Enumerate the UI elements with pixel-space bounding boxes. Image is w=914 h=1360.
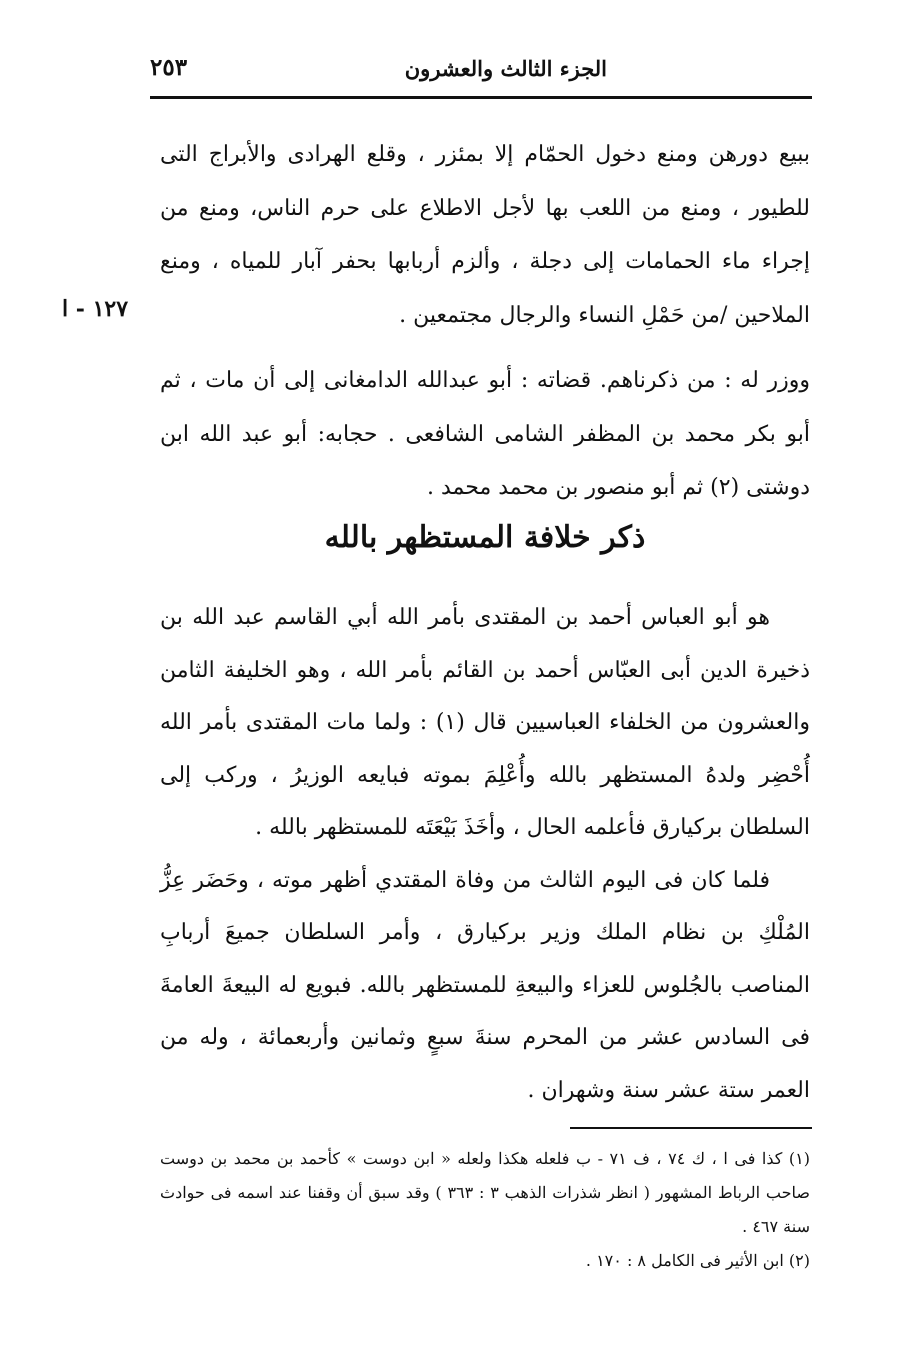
footnote: (٢) ابن الأثير فى الكامل ٨ : ١٧٠ . — [585, 1251, 810, 1270]
body-text — [160, 128, 810, 515]
section-heading: ذكر خلافة المستظهر بالله — [324, 520, 646, 555]
body-paragraph: ببيع دورهن ومنع دخول الحمّام إلا بمئزر ، وقلع الهرادى والأبراج التى للطيور ، ومنع من اللعب بها لأجل الاطلاع على حرم الناس، ومنع من إجراء ماء الحمامات إلى دجلة ، وألزم أربابها بحفر آبار للمياه ، ومنع الملاحين /من حَمْلِ النساء والرجال مجتمعين . — [160, 142, 810, 328]
running-title: الجزء الثالث والعشرون — [404, 56, 607, 81]
margin-note: ١٢٧ - ا — [62, 296, 129, 322]
page-header — [150, 50, 812, 98]
body-paragraph: ووزر له : من ذكرناهم. قضاته : أبو عبدالله الدامغانى إلى أن مات ، ثم أبو بكر محمد بن المظفر الشامى الشافعى . حجابه: أبو عبد الله ابن دوشتى (٢) ثم أبو منصور بن محمد محمد . — [160, 368, 810, 500]
section-paragraph: هو أبو العباس أحمد بن المقتدى بأمر الله أبي القاسم عبد الله بن ذخيرة الدين أبى العبّاس أحمد بن القائم بأمر الله ، وهو الخليفة الثامن والعشرون من الخلفاء العباسيين قال (١) : ولما مات المقتدى بأمر الله أُحْضِر ولدهُ المستظهر بالله وأُعْلِمَ بموته فبايعه الوزيرُ ، وركب إلى السلطان بركيارق فأعلمه الحال ، وأخَذَ بَيْعَتَه للمستظهر بالله . — [160, 605, 810, 840]
page-number: ٢٥٣ — [150, 54, 188, 81]
footnote-rule — [570, 1127, 812, 1129]
section-text — [160, 592, 810, 1117]
footnote: (١) كذا فى ا ، ك ٧٤ ، ف ٧١ - ب فلعله هكذا ولعله « ابن دوست » كأحمد بن محمد بن دوست صاحب الرباط المشهور ( انظر شذرات الذهب ٣ : ٣٦٣ ) وقد سبق أن وقفنا عند اسمه فى حوادث سنة ٤٦٧ . — [160, 1149, 811, 1236]
footnotes — [160, 1142, 810, 1278]
header-rule — [150, 96, 812, 99]
section-paragraph: فلما كان فى اليوم الثالث من وفاة المقتدي أظهر موته ، وحَضَر عِزُّ المُلْكِ بن نظام الملك وزير بركيارق ، وأمر السلطان جميعَ أربابِ المناصب بالجُلوس للعزاء والبيعةِ للمستظهر بالله. فبويع له البيعةَ العامةَ فى السادس عشر من المحرم سنةَ سبعٍ وثمانين وأربعمائة ، وله من العمر ستة عشر سنة وشهران . — [160, 867, 810, 1103]
